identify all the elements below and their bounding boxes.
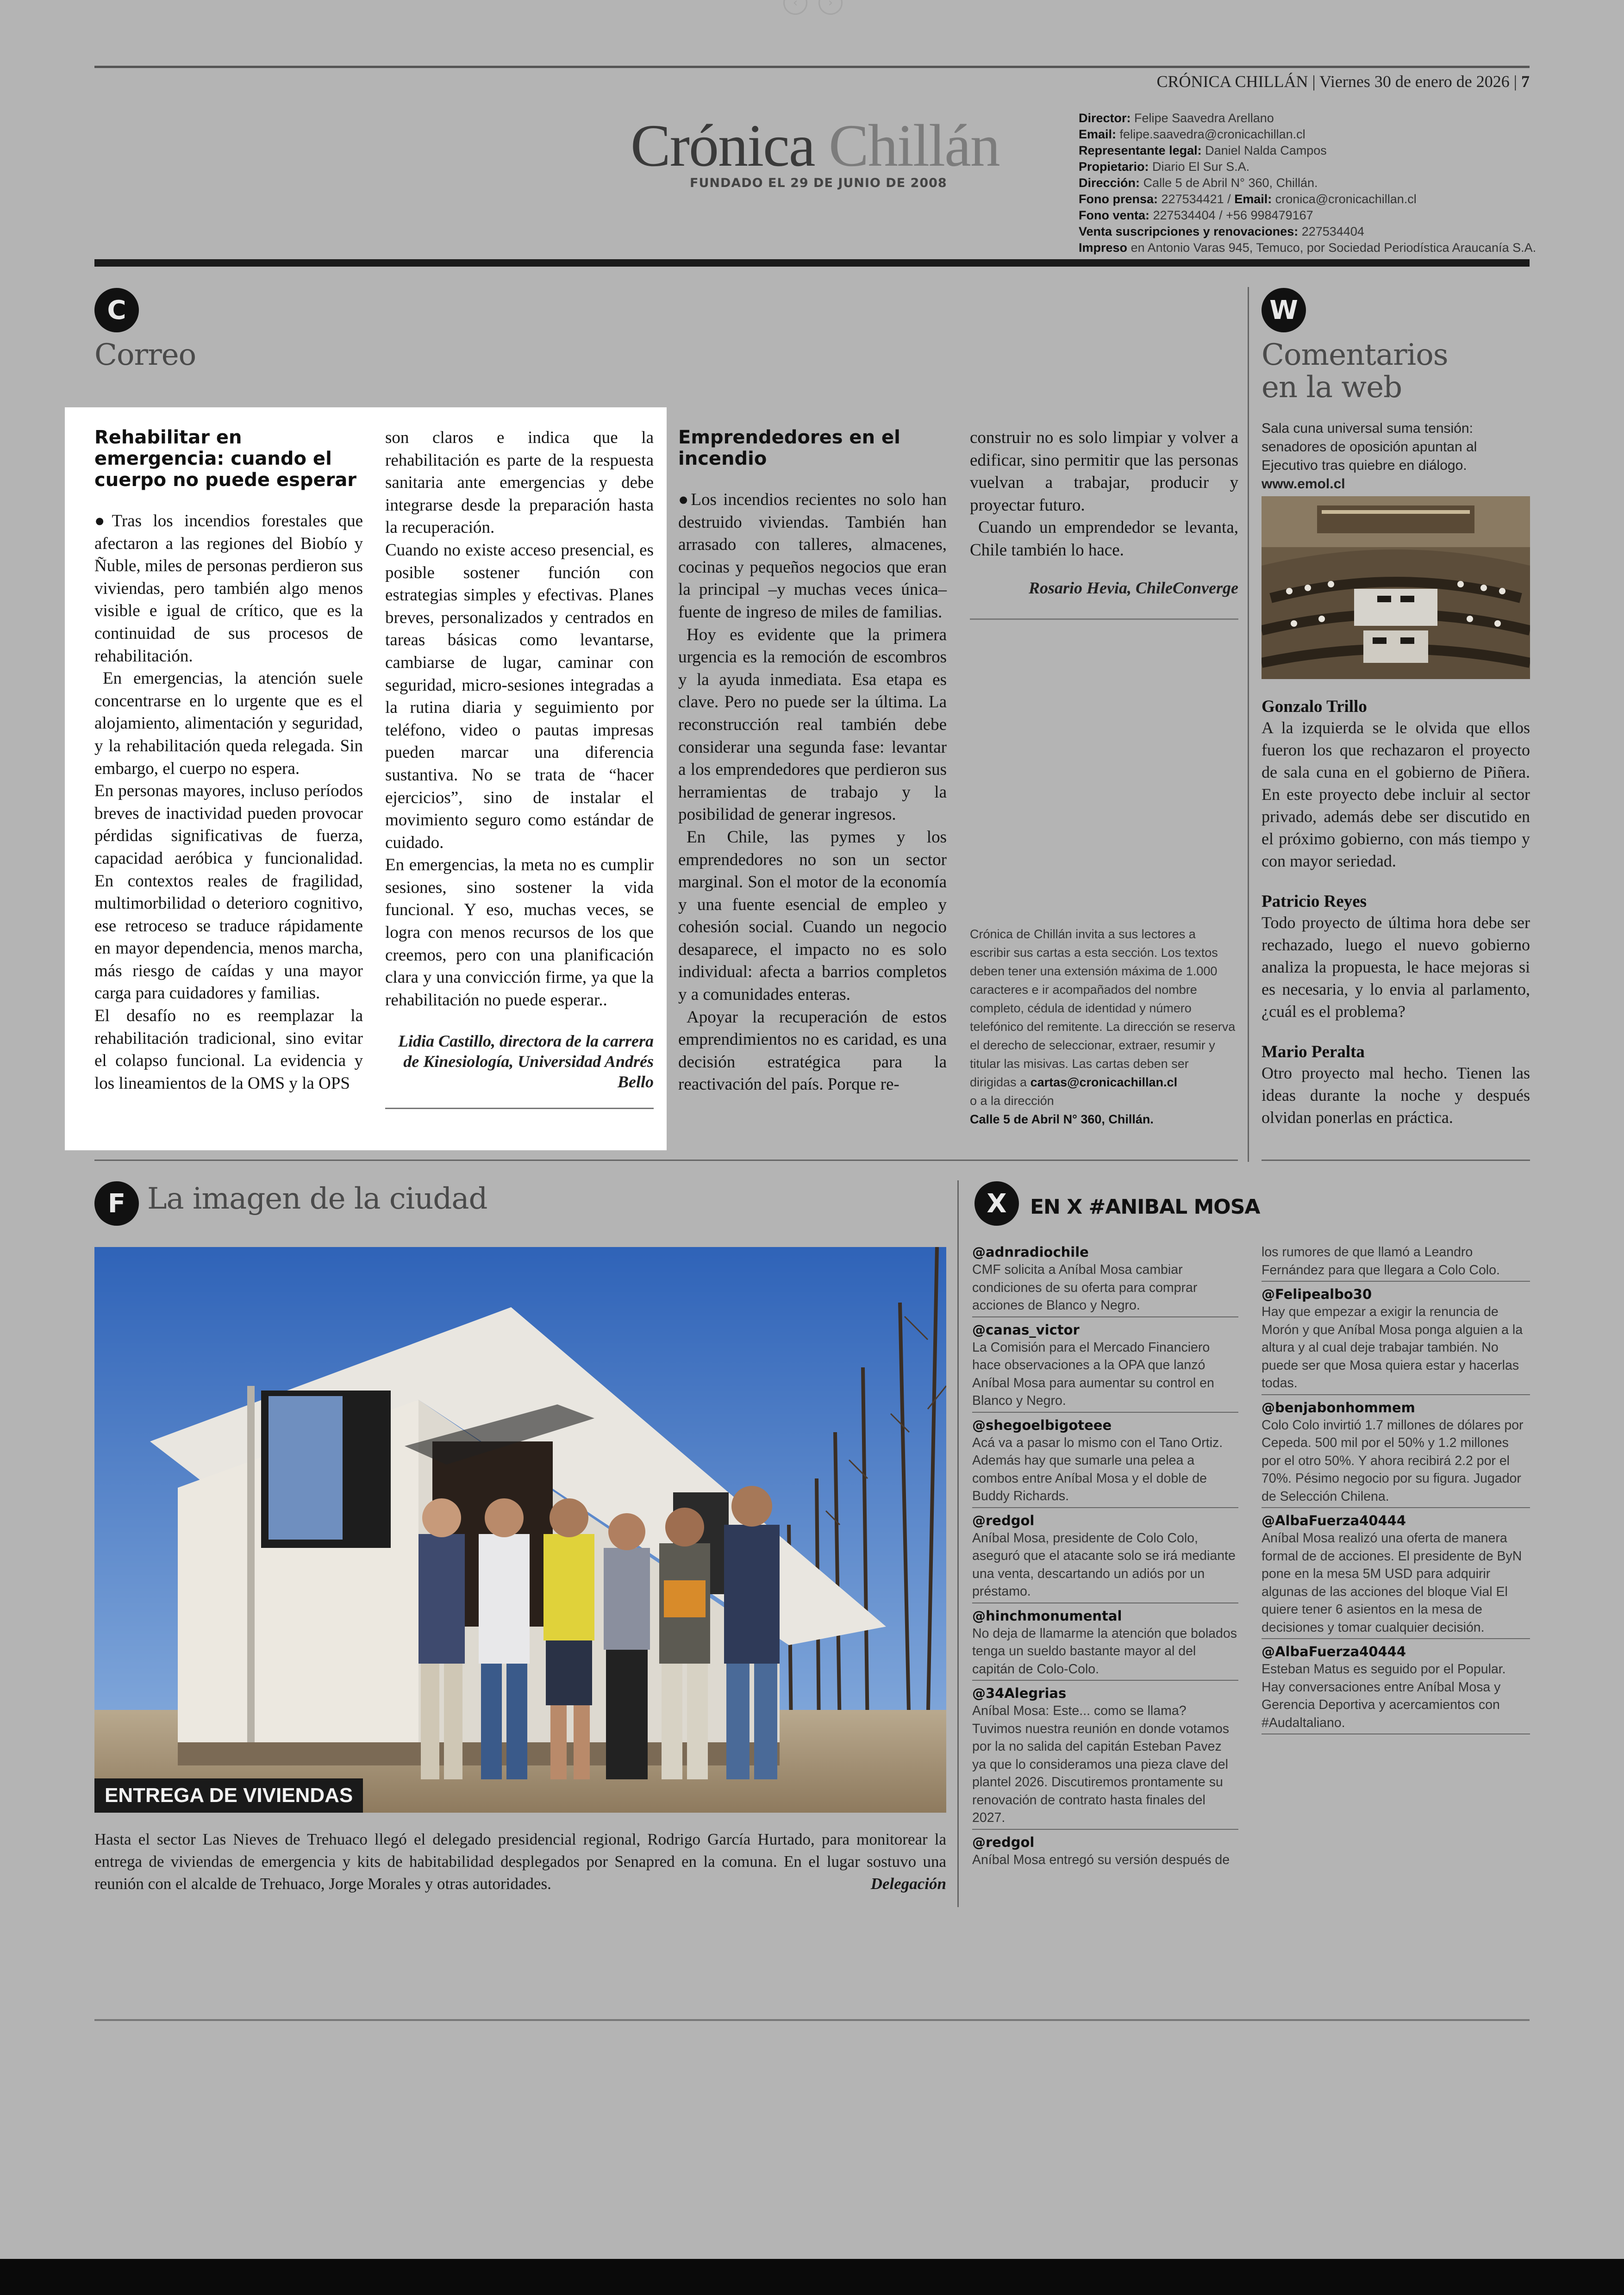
imagen-section-title: La imagen de la ciudad xyxy=(147,1182,487,1216)
photo-credit: Delegación xyxy=(870,1875,946,1893)
web-lead-text: Sala cuna universal suma tensión: senadores de oposición apuntan al Ejecutivo tras quiebre en diálogo. xyxy=(1262,421,1477,473)
top-rule xyxy=(94,66,1530,68)
tweet-text: La Comisión para el Mercado Financiero hace observaciones a la OPA que lanzó Aníbal Mosa para aumentar su control en Blanco y Negro. xyxy=(972,1340,1214,1408)
tweet-text: Hay que empezar a exigir la renuncia de Morón y que Aníbal Mosa ponga alguien a la altura y al cual deje trabajar también. No puede ser que Mosa quiera estar y hacerlas todas. xyxy=(1262,1304,1523,1391)
note-or: o a la dirección xyxy=(970,1094,1054,1108)
masthead-word-2: Chillán xyxy=(829,112,999,179)
tweet xyxy=(972,1512,1238,1603)
paragraph: Cuando no existe acceso presencial, es posible sostener función con estrategias simples y efectivas. Planes breves, personalizados y centrados en tareas básicas como levantarse, cambiarse de lugar, caminar con seguridad, micro-sesiones integradas a la rutina diaria y seguimiento por teléfono, video o pautas impresas pueden marcar una diferencia sustantiva. No se trata de “hacer ejercicios”, sino de instalar el movimiento seguro como estándar de cuidado. xyxy=(385,540,654,852)
paragraph: El desafío no es reemplazar la rehabilitación tradicional, sino evitar el colapso funcional. La evidencia y los lineamientos de la OMS y la OPS xyxy=(94,1006,363,1093)
paragraph: En emergencias, la atención suele concentrarse en lo urgente que es el alojamiento, alimentación y seguridad, y la rehabilitación queda relegada. Sin embargo, el cuerpo no espera. xyxy=(94,669,363,778)
note-email[interactable]: cartas@cronicachillan.cl xyxy=(1030,1075,1178,1089)
tweet xyxy=(1262,1643,1530,1734)
staff-label: Representante legal: xyxy=(1079,143,1202,157)
tweet-divider xyxy=(1262,1394,1530,1395)
tweet-text: Aníbal Mosa: Este... como se llama? Tuvimos nuestra reunión en donde votamos por la no salida del capitán Esteban Pavez ya que lo consideramos una pieza clave del plantel 2026. Discutiremos prontamente su renovación de contrato hasta finales del 2027. xyxy=(972,1703,1230,1825)
staff-label: Venta suscripciones y renovaciones: xyxy=(1079,225,1299,238)
tweet-handle[interactable]: @34Alegrias xyxy=(972,1685,1067,1701)
letter1-signature: Lidia Castillo, directora de la carrera de Kinesiología, Universidad Andrés Bello xyxy=(398,1032,654,1091)
web-title-line: en la web xyxy=(1262,370,1402,405)
tweet-divider xyxy=(1262,1281,1530,1282)
web-title-line: Comentarios xyxy=(1262,338,1448,372)
staff-label: Fono venta: xyxy=(1079,208,1149,222)
letter1-col2 xyxy=(385,427,654,1109)
tweet xyxy=(972,1321,1238,1413)
x-column-2 xyxy=(1262,1243,1530,1738)
tweet-text: Esteban Matus es seguido por el Popular. Hay conversaciones entre Aníbal Mosa y Gerencia Deportiva y acercamientos con #Audaltaliano. xyxy=(1262,1662,1506,1730)
next-page-icon[interactable]: › xyxy=(818,0,843,15)
letter2-end-rule xyxy=(970,618,1238,620)
staff-box xyxy=(1079,110,1542,256)
paragraph: construir no es solo limpiar y volver a edificar, sino permitir que las personas vuelvan a trabajar, producir y proyectar futuro. xyxy=(970,428,1238,515)
staff-value: Daniel Nalda Campos xyxy=(1205,143,1327,157)
tweet xyxy=(972,1416,1238,1508)
staff-label: Propietario: xyxy=(1079,160,1149,174)
tweet-divider xyxy=(972,1412,1238,1413)
web-comment xyxy=(1262,1042,1530,1129)
paragraph: ●Los incendios recientes no solo han destruido viviendas. También han arrasado con talleres, almacenes, cocinas y pequeños negocios que eran la principal –y muchas veces única– fuente de ingreso de miles de familias. xyxy=(678,490,947,622)
tweet-divider xyxy=(1262,1638,1530,1639)
previous-page-icon[interactable]: ‹ xyxy=(783,0,807,15)
tweet xyxy=(972,1834,1238,1869)
letter1-title: Rehabilitar en emergencia: cuando el cuerpo no puede esperar xyxy=(94,427,357,491)
senate-photo-image xyxy=(1262,496,1530,679)
letter2-col2 xyxy=(970,427,1238,620)
letter2-signature: Rosario Hevia, ChileConverge xyxy=(1029,578,1238,597)
correo-badge: C xyxy=(94,288,139,332)
tweet-text: CMF solicita a Aníbal Mosa cambiar condiciones de su oferta para comprar acciones de Blanco y Negro. xyxy=(972,1262,1198,1313)
paragraph: Apoyar la recuperación de estos emprendimientos no es caridad, es una decisión estratégica para la reactivación del país. Porque re- xyxy=(678,1007,947,1094)
staff-label: Director: xyxy=(1079,111,1131,125)
tweet-handle[interactable]: @AlbaFuerza40444 xyxy=(1262,1513,1406,1528)
paragraph: Cuando un emprendedor se levanta, Chile también lo hace. xyxy=(970,518,1238,560)
web-comment xyxy=(1262,892,1530,1023)
folio-page: 7 xyxy=(1521,72,1530,91)
tweet-handle[interactable]: @Felipealbo30 xyxy=(1262,1286,1372,1302)
tweet-text: Acá va a pasar lo mismo con el Tano Ortiz. Además hay que sumarle una pelea a combos entre Aníbal Mosa y el doble de Buddy Richards. xyxy=(972,1435,1223,1503)
tweet-divider xyxy=(972,1680,1238,1681)
tweet-handle[interactable]: @adnradiochile xyxy=(972,1244,1089,1260)
column-divider xyxy=(957,1180,959,1907)
tweet-handle[interactable]: @shegoelbigoteee xyxy=(972,1417,1112,1433)
letters-submission-note xyxy=(970,925,1238,1129)
imagen-badge: F xyxy=(94,1181,139,1226)
staff-value: 227534404 xyxy=(1301,225,1364,238)
tweet-handle[interactable]: @redgol xyxy=(972,1834,1035,1850)
tweet-divider xyxy=(972,1829,1238,1830)
tweet-handle[interactable]: @AlbaFuerza40444 xyxy=(1262,1644,1406,1659)
tweet xyxy=(972,1243,1238,1317)
staff-value: cronica@cronicachillan.cl xyxy=(1275,192,1417,206)
commenter-name: Mario Peralta xyxy=(1262,1042,1365,1061)
correo-section-title: Correo xyxy=(94,338,196,372)
comment-text: Otro proyecto mal hecho. Tienen las ideas durante la noche y después olvidan ponerlas en práctica. xyxy=(1262,1064,1530,1127)
web-comment xyxy=(1262,697,1530,872)
note-address: Calle 5 de Abril N° 360, Chillán. xyxy=(970,1112,1154,1126)
tweet xyxy=(1262,1512,1530,1639)
caption-text: Hasta el sector Las Nieves de Trehuaco llegó el delegado presidencial regional, Rodrigo García Hurtado, para monitorear la entrega de viviendas de emergencia y kits de habitabilidad desplegados por Senapred en la comuna. En el lugar sostuvo una reunión con el alcalde de Trehuaco, Jorge Morales y otras autoridades. xyxy=(94,1830,946,1893)
masthead-word-1: Crónica xyxy=(631,112,815,179)
header-rule xyxy=(94,259,1530,267)
staff-value: en Antonio Varas 945, Temuco, por Sociedad Periodística Araucanía S.A. xyxy=(1131,241,1537,255)
web-section-title xyxy=(1262,339,1448,404)
photo-label: ENTREGA DE VIVIENDAS xyxy=(94,1778,363,1813)
staff-label: Dirección: xyxy=(1079,176,1140,190)
web-badge: W xyxy=(1262,288,1306,332)
letter1-col1 xyxy=(94,427,363,1095)
tweet-text: No deja de llamarme la atención que bolados tenga un sueldo bastante mayor al del capitán de Colo-Colo. xyxy=(972,1626,1237,1677)
staff-label: Email: xyxy=(1234,192,1272,206)
staff-value: 227534421 / xyxy=(1161,192,1235,206)
folio: CRÓNICA CHILLÁN | Viernes 30 de enero de 2026 | 7 xyxy=(1156,72,1530,91)
letter2-col1 xyxy=(678,427,947,1096)
tweet-handle[interactable]: @benjabonhommem xyxy=(1262,1399,1415,1416)
paragraph: En personas mayores, incluso períodos breves de inactividad pueden provocar pérdidas significativas de fuerza, capacidad aeróbica y funcionalidad. En contextos reales de fragilidad, multimorbilidad o deterioro cognitivo, ese retroceso se traduce rápidamente en mayor dependencia, menos marcha, más riesgo de caídas y una mayor carga para cuidadores y familias. xyxy=(94,781,363,1003)
tweet-text-continued: los rumores de que llamó a Leandro Fernández para que llegara a Colo Colo. xyxy=(1262,1245,1500,1278)
web-lead xyxy=(1262,419,1530,493)
column-divider xyxy=(1248,287,1249,1162)
tweet-divider xyxy=(972,1507,1238,1508)
tweet-divider xyxy=(972,1316,1238,1317)
staff-value: felipe.saavedra@cronicachillan.cl xyxy=(1119,127,1305,141)
housing-photo-image xyxy=(94,1247,946,1813)
tweet xyxy=(1262,1285,1530,1395)
tweet-handle[interactable]: @redgol xyxy=(972,1512,1035,1528)
tweet-text: Aníbal Mosa realizó una oferta de manera formal de de acciones. El presidente de ByN pone en la mesa 5M USD para adquirir algunas de las acciones del bloque Vial El quiere tener 6 asientos en la mesa de decisiones y tomar cualquier decisión. xyxy=(1262,1531,1522,1635)
staff-value: Calle 5 de Abril N° 360, Chillán. xyxy=(1143,176,1318,190)
paragraph: En Chile, las pymes y los emprendedores no son un sector marginal. Son el motor de la economía y una fuente esencial de empleo y cohesión social. Cuando un negocio desaparece, el impacto no es solo individual: afecta a barrios completos y a comunidades enteras. xyxy=(678,827,947,1004)
folio-date: Viernes 30 de enero de 2026 xyxy=(1319,72,1510,91)
tweet-divider xyxy=(1262,1507,1530,1508)
x-column-1 xyxy=(972,1243,1238,1869)
web-comments xyxy=(1262,697,1530,1129)
masthead-logo xyxy=(631,112,999,179)
viewer-bottom-bar xyxy=(0,2259,1624,2295)
commenter-name: Patricio Reyes xyxy=(1262,892,1367,911)
paragraph: Hoy es evidente que la primera urgencia es la remoción de escombros y la ayuda inmediata. Esa etapa es clave. Pero no puede ser la última. La reconstrucción real también debe considerar una segunda fase: levantar a los emprendedores que perdieron sus herramientas de trabajo y la posibilidad de generar ingresos. xyxy=(678,625,947,824)
comment-text: A la izquierda se le olvida que ellos fueron los que rechazaron el proyecto de sala cuna en el gobierno de Piñera. En este proyecto debe incluir al sector privado, además debe ser discutido en el próximo gobierno, con más tiempo y con mayor seriedad. xyxy=(1262,718,1530,870)
staff-label: Fono prensa: xyxy=(1079,192,1158,206)
staff-value: Felipe Saavedra Arellano xyxy=(1134,111,1274,125)
tweet-text: Colo Colo invirtió 1.7 millones de dólares por Cepeda. 500 mil por el 50% y 1.2 millones por el otro 50%. Y ahora recibirá 2.2 por el 70%. Pésimo negocio por su figura. Jugador de Selección Chilena. xyxy=(1262,1417,1524,1504)
founded-date: FUNDADO EL 29 DE JUNIO DE 2008 xyxy=(690,176,947,190)
photo-caption xyxy=(94,1828,946,1895)
tweet-handle[interactable]: @hinchmonumental xyxy=(972,1608,1122,1624)
staff-value: 227534404 / +56 998479167 xyxy=(1153,208,1313,222)
letter1-end-rule xyxy=(385,1108,654,1109)
staff-label: Impreso xyxy=(1079,241,1128,255)
tweet-text: Aníbal Mosa entregó su versión después de xyxy=(972,1852,1230,1867)
web-bottom-rule xyxy=(1262,1160,1530,1161)
tweet-text: Aníbal Mosa, presidente de Colo Colo, aseguró que el atacante solo se irá mediante una venta, descartando un adiós por un préstamo. xyxy=(972,1530,1236,1599)
staff-label: Email: xyxy=(1079,127,1117,141)
commenter-name: Gonzalo Trillo xyxy=(1262,697,1367,716)
staff-value: Diario El Sur S.A. xyxy=(1152,160,1250,174)
tweet-handle[interactable]: @canas_victor xyxy=(972,1322,1080,1338)
letter2-title: Emprendedores en el incendio xyxy=(678,427,900,469)
lower-rule xyxy=(94,2019,1530,2021)
comment-text: Todo proyecto de última hora debe ser rechazado, luego el nuevo gobierno analiza la propuesta, le hace mejoras si es necesaria, y lo envia al parlamento, ¿cuál es el problema? xyxy=(1262,913,1530,1021)
x-section-title: EN X #ANIBAL MOSA xyxy=(1030,1195,1260,1219)
paragraph: En emergencias, la meta no es cumplir sesiones, sino sostener la vida funcional. Y eso, muchas veces, se logra con menos recursos de los que creemos, pero con una planificación clara y una convicción firme, ya que la rehabilitación no puede esperar.. xyxy=(385,855,654,1010)
paragraph: son claros e indica que la rehabilitación es parte de la respuesta sanitaria ante emergencias y debe integrarse desde la preparación hasta la recuperación. xyxy=(385,428,654,537)
folio-paper: CRÓNICA CHILLÁN xyxy=(1156,72,1308,91)
note-text: Crónica de Chillán invita a sus lectores a escribir sus cartas a esta sección. Los textos deben tener una extensión máxima de 1.000 caracteres e ir acompañados del nombre completo, cédula de identidad y número telefónico del remitente. La dirección se reserva el derecho de seleccionar, extraer, resumir y titular las misivas. Las cartas deben ser dirigidas a xyxy=(970,927,1236,1089)
tweet xyxy=(972,1607,1238,1681)
senate-photo xyxy=(1262,496,1530,679)
tweet xyxy=(1262,1399,1530,1509)
web-lead-source[interactable]: www.emol.cl xyxy=(1262,476,1345,492)
tweet xyxy=(972,1684,1238,1830)
correo-bottom-rule xyxy=(94,1160,1238,1161)
housing-photo xyxy=(94,1247,946,1813)
paragraph: ●Tras los incendios forestales que afectaron a las regiones del Biobío y Ñuble, miles de personas perdieron sus viviendas, pero también algo menos visible e igual de crítico, que es la continuidad de sus procesos de rehabilitación. xyxy=(94,511,363,666)
x-badge: X xyxy=(974,1181,1019,1226)
